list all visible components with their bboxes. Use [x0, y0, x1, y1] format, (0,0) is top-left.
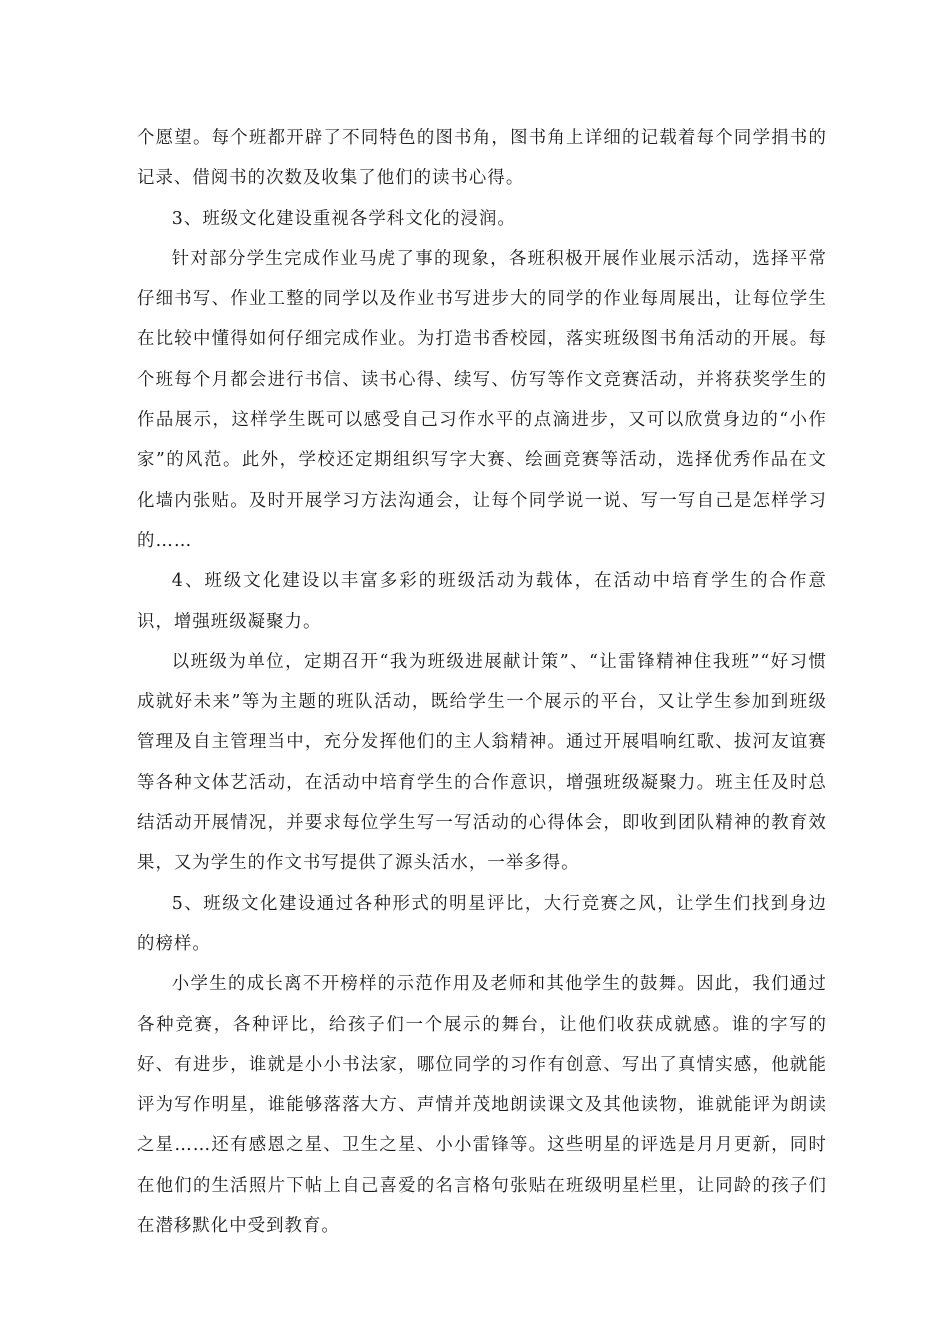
document-body — [137, 118, 827, 1246]
paragraph-section-5: 小学生的成长离不开榜样的示范作用及老师和其他学生的鼓舞。因此，我们通过各种竞赛，各种评比，给孩子们一个展示的舞台，让他们收获成就感。谁的字写的好、有进步，谁就是小小书法家，哪位同学的习作有创意、写出了真情实感，他就能评为写作明星，谁能够落落大方、声情并茂地朗读课文及其他读物，谁就能评为朗读之星……还有感恩之星、卫生之星、小小雷锋等。这些明星的评选是月月更新，同时在他们的生活照片下帖上自己喜爱的名言格句张贴在班级明星栏里，让同龄的孩子们在潜移默化中受到教育。 — [137, 974, 827, 1237]
paragraph-continuation: 个愿望。每个班都开辟了不同特色的图书角，图书角上详细的记载着每个同学捐书的记录、借阅书的次数及收集了他们的读书心得。 — [137, 128, 827, 189]
section-heading-3: 3、班级文化建设重视各学科文化的浸润。 — [171, 208, 516, 229]
section-heading-5: 5、班级文化建设通过各种形式的明星评比，大行竞赛之风，让学生们找到身边的榜样。 — [137, 893, 827, 954]
paragraph-section-4: 以班级为单位，定期召开“我为班级进展献计策”、“让雷锋精神住我班”“好习惯成就好未来”等为主题的班队活动，既给学生一个展示的平台，又让学生参加到班级管理及自主管理当中，充分发挥他们的主人翁精神。通过开展唱响红歌、拔河友谊赛等各种文体艺活动，在活动中培育学生的合作意识，增强班级凝聚力。班主任及时总结活动开展情况，并要求每位学生写一写活动的心得体会，即收到团队精神的教育效果，又为学生的作文书写提供了源头活水，一举多得。 — [137, 651, 827, 874]
paragraph-section-3: 针对部分学生完成作业马虎了事的现象，各班积极开展作业展示活动，选择平常仔细书写、作业工整的同学以及作业书写进步大的同学的作业每周展出，让每位学生在比较中懂得如何仔细完成作业。为打造书香校园，落实班级图书角活动的开展。每个班每个月都会进行书信、读书心得、续写、仿写等作文竞赛活动，并将获奖学生的作品展示，这样学生既可以感受自己习作水平的点滴进步，又可以欣赏身边的“小作家”的风范。此外，学校还定期组织写字大赛、绘画竞赛等活动，选择优秀作品在文化墙内张贴。及时开展学习方法沟通会，让每个同学说一说、写一写自己是怎样学习的…… — [137, 248, 827, 551]
section-heading-4: 4、班级文化建设以丰富多彩的班级活动为载体，在活动中培育学生的合作意识，增强班级凝聚力。 — [137, 571, 827, 632]
